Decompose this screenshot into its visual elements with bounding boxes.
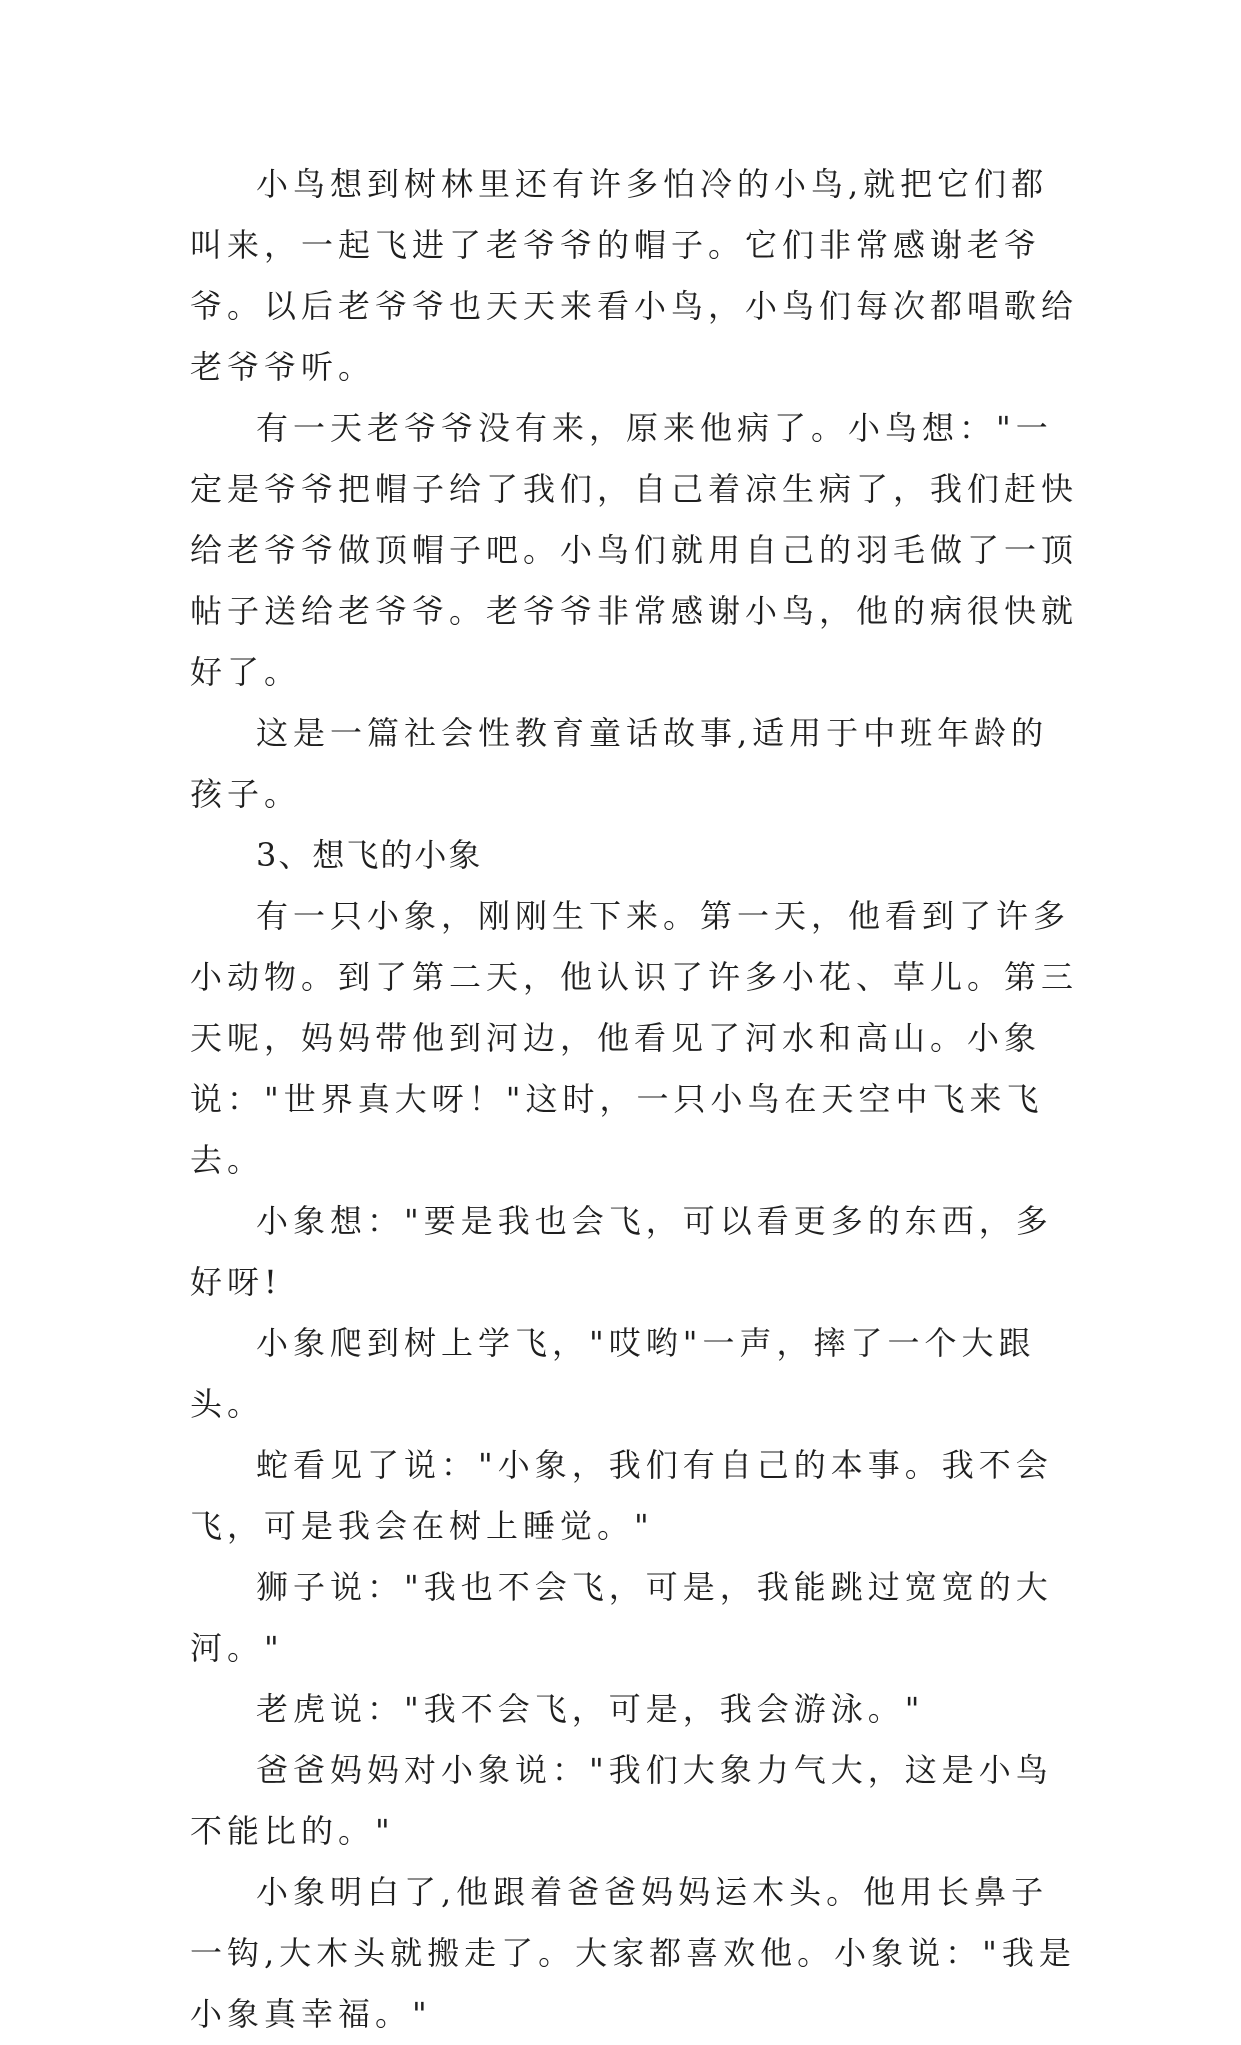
paragraph-little-elephant-born: 有一只小象，刚刚生下来。第一天，他看到了许多小动物。到了第二天，他认识了许多小花、草儿。第三天呢，妈妈带他到河边，他看见了河水和高山。小象说："世界真大呀！"这时，一只小鸟在天空中飞来飞去。	[190, 897, 1079, 1179]
paragraph-elephant-happy: 小象明白了,他跟着爸爸妈妈运木头。他用长鼻子一钩,大木头就搬走了。大家都喜欢他。小象说："我是小象真幸福。"	[190, 1873, 1076, 2033]
section-heading: 3、想飞的小象	[256, 836, 483, 874]
document-body	[190, 154, 1085, 2045]
paragraph-story-note: 这是一篇社会性教育童话故事,适用于中班年龄的孩子。	[190, 714, 1049, 813]
paragraph-tiger-says: 老虎说："我不会飞，可是，我会游泳。"	[256, 1690, 925, 1728]
paragraph-birds-in-hat: 小鸟想到树林里还有许多怕冷的小鸟,就把它们都叫来，一起飞进了老爷爷的帽子。它们非常感谢老爷爷。以后老爷爷也天天来看小鸟，小鸟们每次都唱歌给老爷爷听。	[190, 165, 1079, 386]
paragraph-grandpa-sick: 有一天老爷爷没有来，原来他病了。小鸟想："一定是爷爷把帽子给了我们，自己着凉生病了，我们赶快给老爷爷做顶帽子吧。小鸟们就用自己的羽毛做了一顶帖子送给老爷爷。老爷爷非常感谢小鸟，他的病很快就好了。	[190, 409, 1079, 691]
paragraph-snake-says: 蛇看见了说："小象，我们有自己的本事。我不会飞，可是我会在树上睡觉。"	[190, 1446, 1053, 1545]
paragraph-elephant-wants-fly: 小象想："要是我也会飞，可以看更多的东西，多好呀!	[190, 1202, 1053, 1301]
paragraph-lion-says: 狮子说："我也不会飞，可是，我能跳过宽宽的大河。"	[190, 1568, 1053, 1667]
paragraph-parents-say: 爸爸妈妈对小象说："我们大象力气大，这是小鸟不能比的。"	[190, 1751, 1053, 1850]
paragraph-elephant-falls: 小象爬到树上学飞，"哎哟"一声，摔了一个大跟头。	[190, 1324, 1036, 1423]
